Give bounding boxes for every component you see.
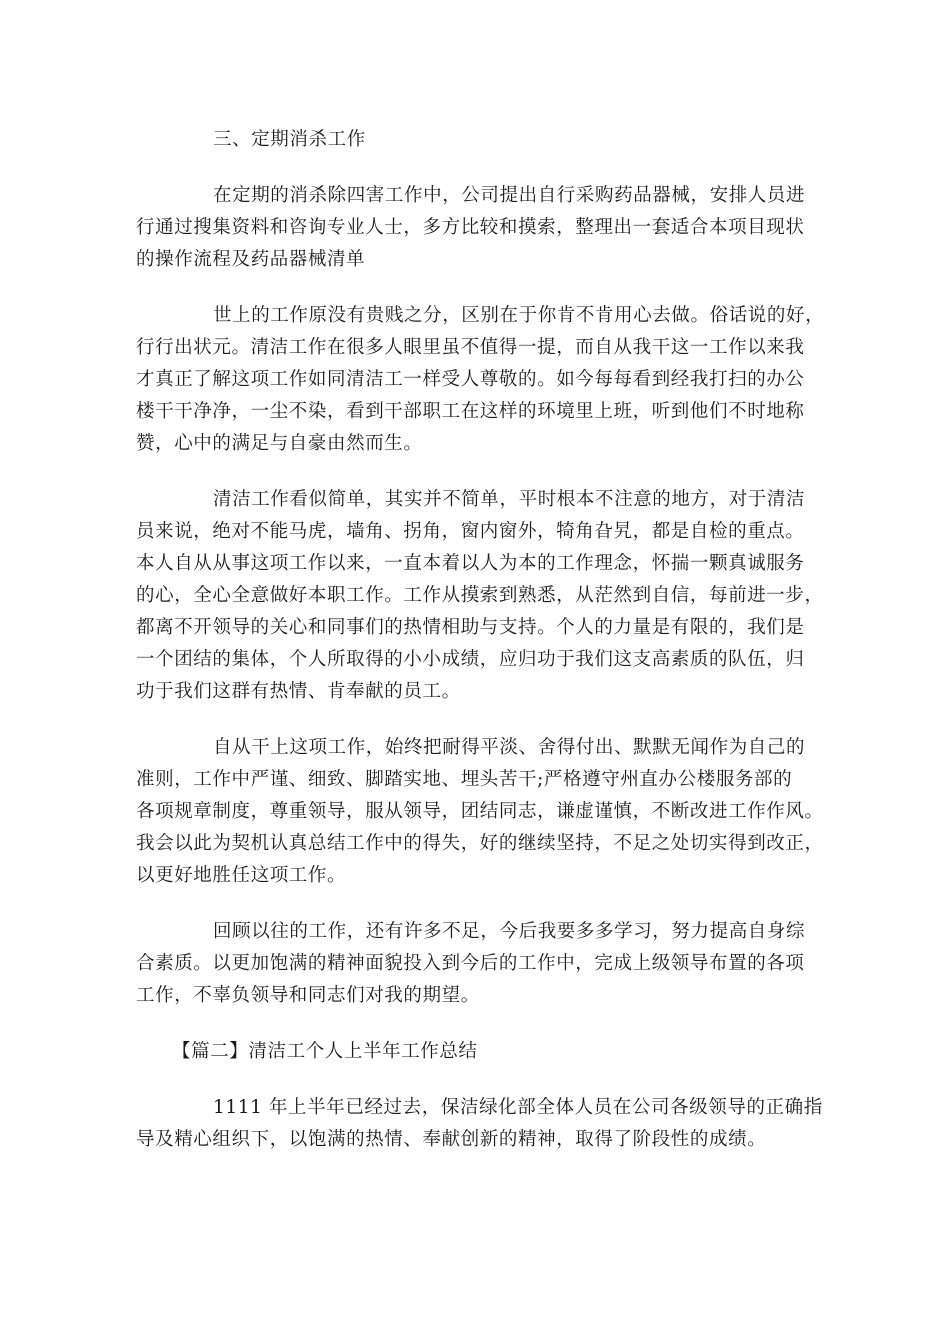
paragraph-line: 在定期的消杀除四害工作中，公司提出自行采购药品器械，安排人员进 [213,185,806,206]
paragraph-4 [136,732,824,892]
paragraph-line: 准则，工作中严谨、细致、脚踏实地、埋头苦干;严格遵守州直办公楼服务部的 [136,769,793,790]
paragraph-line: 合素质。以更加饱满的精神面貌投入到今后的工作中，完成上级领导布置的各项 [136,953,805,974]
paragraph-line: 本人自从从事这项工作以来，一直本着以人为本的工作理念，怀揣一颗真诚服务 [136,553,805,574]
paragraph-line: 行行出状元。清洁工作在很多人眼里虽不值得一提，而自从我干这一工作以来我 [136,337,805,358]
paragraph-line: 都离不开领导的关心和同事们的热情相助与支持。个人的力量是有限的，我们是 [136,617,805,638]
paragraph-line: 行通过搜集资料和咨询专业人士，多方比较和摸索，整理出一套适合本项目现状 [136,217,805,238]
paragraph-line: 我会以此为契机认真总结工作中的得失，好的继续坚持，不足之处切实得到改正， [136,833,824,854]
document-page [136,124,825,1180]
section-heading: 三、定期消杀工作 [213,129,366,150]
paragraph-line: 赞，心中的满足与自豪由然而生。 [136,433,423,454]
paragraph-3 [136,484,824,708]
paragraph-line: 工作，不辜负领导和同志们对我的期望。 [136,985,480,1006]
paragraph-line: 各项规章制度，尊重领导，服从领导，团结同志，谦虚谨慎，不断改进工作作风。 [136,801,824,822]
paragraph-line: 以更好地胜任这项工作。 [136,865,347,886]
paragraph-line: 世上的工作原没有贵贱之分，区别在于你肯不肯用心去做。俗话说的好， [213,305,825,326]
paragraph-line: 的心，全心全意做好本职工作。工作从摸索到熟悉，从茫然到自信，每前进一步， [136,585,824,606]
paragraph-line: 一个团结的集体，个人所取得的小小成绩，应归功于我们这支高素质的队伍，归 [136,649,805,670]
paragraph-1 [136,180,816,276]
paragraph-line: 导及精心组织下，以饱满的热情、奉献创新的精神，取得了阶段性的成绩。 [136,1129,767,1150]
paragraph-line: 自从干上这项工作，始终把耐得平淡、舍得付出、默默无闻作为自己的 [213,737,806,758]
paragraph-2 [136,300,825,460]
chapter-heading: 【篇二】清洁工个人上半年工作总结 [172,1041,478,1062]
paragraph-line: 的操作流程及药品器械清单 [136,249,366,270]
paragraph-line: 才真正了解这项工作如同清洁工一样受人尊敬的。如今每每看到经我打扫的办公 [136,369,805,390]
paragraph-line: 清洁工作看似简单，其实并不简单，平时根本不注意的地方，对于清洁 [213,489,806,510]
paragraph-line: 楼干干净净，一尘不染，看到干部职工在这样的环境里上班，听到他们不时地称 [136,401,805,422]
paragraph-line: 员来说，绝对不能马虎，墙角、拐角，窗内窗外，犄角旮旯，都是自检的重点。 [136,521,805,542]
paragraph-line: 回顾以往的工作，还有许多不足，今后我要多多学习，努力提高自身综 [213,921,806,942]
paragraph-line: 1111 年上半年已经过去，保洁绿化部全体人员在公司各级领导的正确指 [213,1097,823,1118]
paragraph-6 [136,1092,823,1156]
paragraph-5 [136,916,816,1012]
paragraph-line: 功于我们这群有热情、肯奉献的员工。 [136,681,461,702]
